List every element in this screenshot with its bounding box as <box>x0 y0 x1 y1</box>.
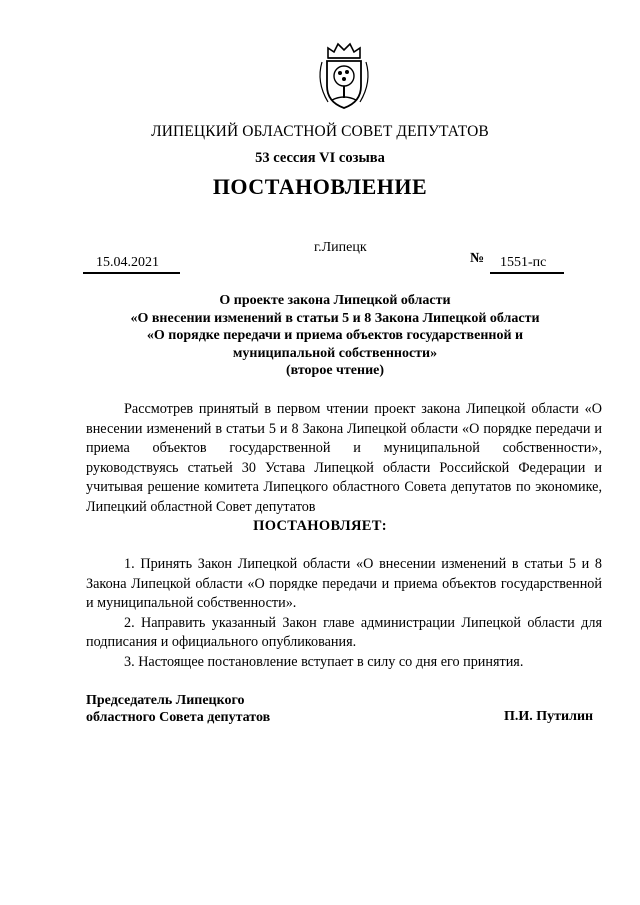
resolution-item: 1. Принять Закон Липецкой области «О внесении изменений в статьи 5 и 8 Закона Липецкой области «О порядке передачи и приема объектов государственной и муниципальной собственности». <box>86 556 602 611</box>
subject-line: (второе чтение) <box>285 363 385 378</box>
subject-line: «О внесении изменений в статьи 5 и 8 Закона Липецкой области <box>130 310 540 326</box>
document-date: 15.04.2021 <box>96 255 159 270</box>
date-underline <box>83 272 180 274</box>
number-sign: № <box>470 251 485 266</box>
signatory-title-line: Председатель Липецкого <box>86 693 245 708</box>
city: г.Липецк <box>314 240 367 255</box>
preamble-text: Рассмотрев принятый в первом чтении проект закона Липецкой области «О внесении изменений в статьи 5 и 8 Закона Липецкой области «О порядке передачи и приема объектов государственной и муниципальной собственности», руководствуясь статьей 30 Устава Липецкой области Российской Федерации и учитывая решение комитета Липецкого областного Совета депутатов по экономике, Липецкий областной Совет депутатов <box>86 401 602 515</box>
lipetsk-oblast-coat-of-arms-icon <box>314 42 374 110</box>
document-subject <box>100 292 570 380</box>
signatory-title <box>86 692 270 726</box>
subject-line: О проекте закона Липецкой области <box>219 293 451 308</box>
document-number: 1551-пс <box>500 255 547 270</box>
number-underline <box>490 272 564 274</box>
subject-line: «О порядке передачи и приема объектов государственной и <box>146 328 524 343</box>
resolution-items <box>86 555 602 672</box>
resolution-item: 3. Настоящее постановление вступает в силу со дня его принятия. <box>124 653 524 670</box>
subject-line: муниципальной собственности» <box>232 345 438 361</box>
session-label: 53 сессия VI созыва <box>255 150 385 166</box>
preamble <box>86 400 602 517</box>
signatory-title-line: областного Совета депутатов <box>86 710 271 725</box>
resolution-item: 2. Направить указанный Закон главе администрации Липецкой области для подписания и официального опубликования. <box>86 614 602 650</box>
signatory-name: П.И. Путилин <box>504 709 594 724</box>
document-type: ПОСТАНОВЛЕНИЕ <box>212 174 428 199</box>
organization-name: ЛИПЕЦКИЙ ОБЛАСТНОЙ СОВЕТ ДЕПУТАТОВ <box>151 123 489 140</box>
resolves-heading: ПОСТАНОВЛЯЕТ: <box>253 518 387 534</box>
